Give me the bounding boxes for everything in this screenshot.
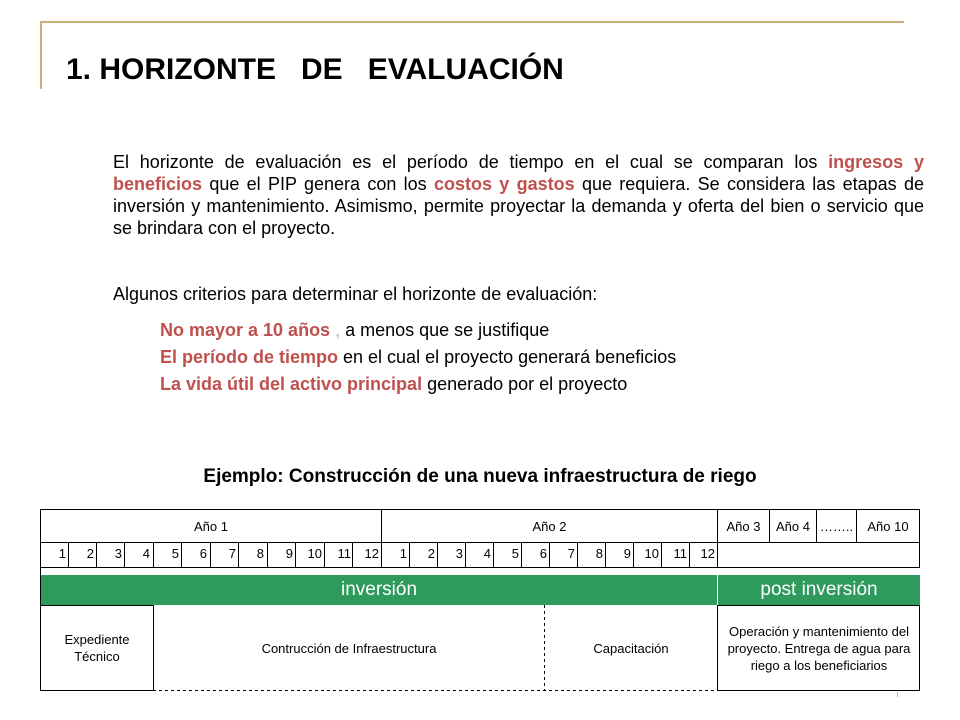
paragraph-criteria-intro: Algunos criterios para determinar el horizonte de evaluación: [113, 284, 598, 304]
year-2-header: Año 2 [532, 518, 567, 534]
year1-month-3: 3 [114, 546, 122, 561]
highlight-costos: costos y gastos [433, 174, 575, 194]
year1-month-1: 1 [58, 546, 66, 561]
criterion-2-text: en el cual el proyecto generará beneficios [338, 347, 677, 367]
activity-expediente-tecnico: Expediente Técnico [64, 632, 130, 664]
year2-month-3: 3 [455, 546, 463, 561]
page-title: 1. HORIZONTE DE EVALUACIÓN [66, 53, 564, 86]
year1-month-9: 9 [285, 546, 293, 561]
year2-month-6: 6 [539, 546, 547, 561]
highlight-ingresos: ingresos y beneficios [113, 152, 924, 194]
year1-month-4: 4 [142, 546, 150, 561]
year-10-header: Año 10 [867, 518, 909, 534]
year2-month-1: 1 [399, 546, 407, 561]
gantt-table [40, 509, 920, 691]
year-1-header: Año 1 [194, 518, 228, 534]
criterion-2 [160, 346, 676, 368]
criterion-3 [160, 373, 627, 395]
year2-month-4: 4 [483, 546, 491, 561]
year1-month-7: 7 [228, 546, 236, 561]
year2-month-10: 10 [644, 546, 659, 561]
criterion-1 [160, 319, 549, 341]
corner-tick [897, 692, 898, 697]
criterion-2-highlight: El período de tiempo [160, 347, 339, 367]
year1-month-12: 12 [364, 546, 379, 561]
activity-operacion-mantenimiento: Operación y mantenimiento del proyecto. Entrega de agua para riego a los beneficiarios [727, 623, 911, 673]
criterion-1-separator: , [330, 320, 341, 340]
year-4-header: Año 4 [776, 518, 810, 534]
year2-month-7: 7 [567, 546, 575, 561]
left-decoration-line [40, 21, 42, 89]
year2-month-12: 12 [700, 546, 715, 561]
activity-capacitacion: Capacitación [593, 640, 669, 656]
year1-month-11: 11 [337, 546, 351, 561]
phase-post-inversion-bar: post inversión [718, 575, 920, 605]
paragraph-text-1: El horizonte de evaluación es el período de tiempo en el cual se comparan los [113, 152, 829, 172]
year2-month-2: 2 [427, 546, 435, 561]
criterion-3-highlight: La vida útil del activo principal [160, 374, 423, 394]
year1-month-6: 6 [199, 546, 207, 561]
year2-month-5: 5 [511, 546, 519, 561]
paragraph-definition [113, 151, 924, 239]
year2-month-8: 8 [595, 546, 603, 561]
year1-month-8: 8 [256, 546, 264, 561]
year2-month-11: 11 [673, 546, 687, 561]
year-3-header: Año 3 [726, 518, 761, 534]
criterion-1-highlight: No mayor a 10 años [160, 320, 331, 340]
year1-month-2: 2 [86, 546, 94, 561]
year2-month-9: 9 [623, 546, 631, 561]
example-title: Ejemplo: Construcción de una nueva infraestructura de riego [203, 466, 757, 487]
paragraph-text-2: que el PIP genera con los [202, 174, 434, 194]
activity-construccion: Contrucción de Infraestructura [261, 640, 437, 656]
top-decoration-line [40, 21, 904, 23]
year-ellipsis-header: …….. [819, 518, 854, 534]
year1-month-10: 10 [307, 546, 322, 561]
year1-month-5: 5 [171, 546, 179, 561]
criterion-1-text: a menos que se justifique [340, 320, 550, 340]
criterion-3-text: generado por el proyecto [422, 374, 628, 394]
phase-inversion-bar: inversión [41, 575, 717, 605]
paragraph-text-3: que requiera. Se considera las etapas de inversión y mantenimiento. Asimismo, permite proyectar la demanda y oferta del bien o servicio que se brindara con el proyecto. [113, 174, 924, 238]
